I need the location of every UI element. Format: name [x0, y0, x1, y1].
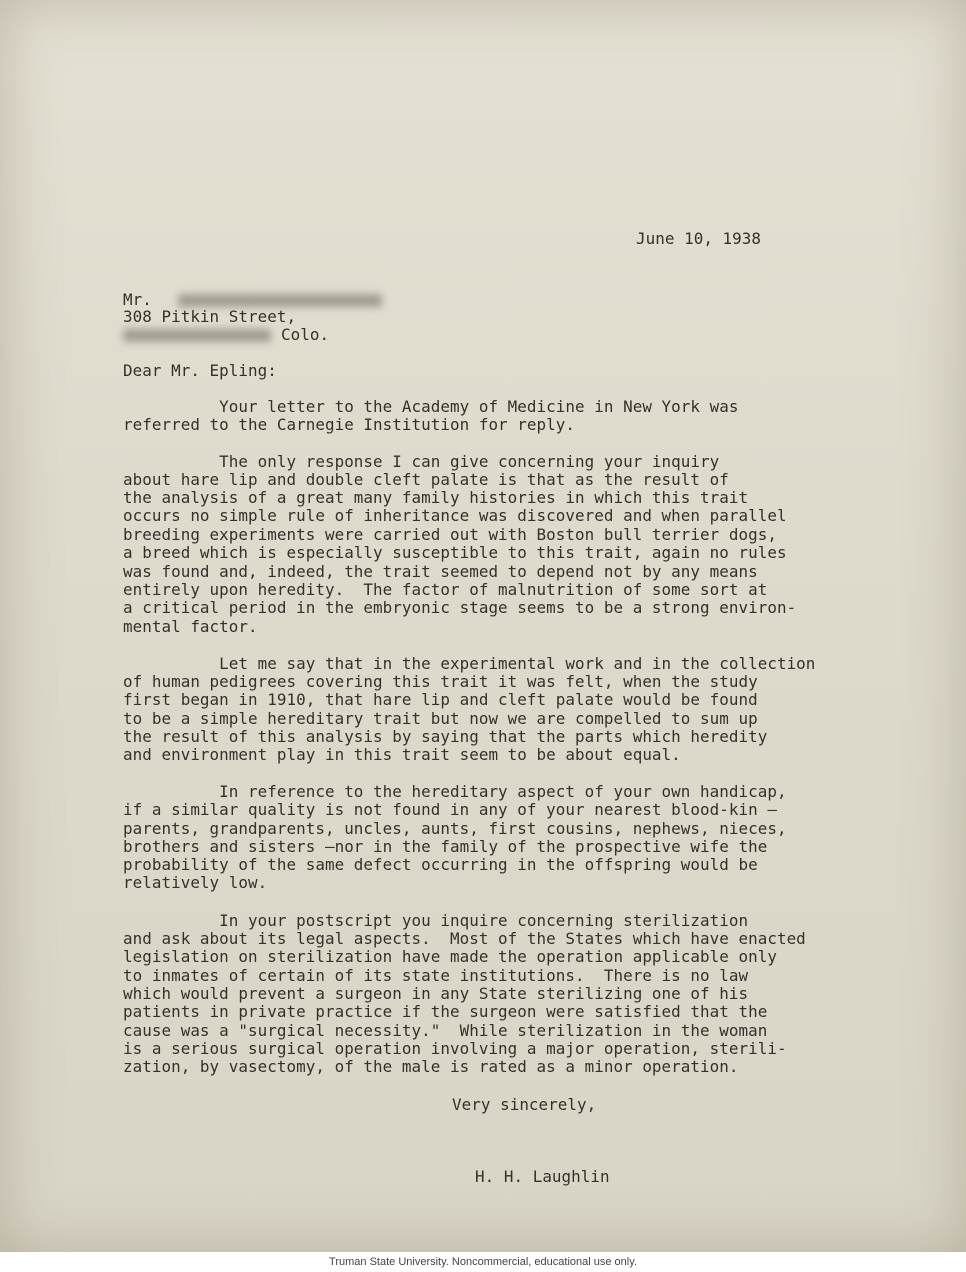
- address-prefix: Mr.: [123, 290, 152, 309]
- body-line: occurs no simple rule of inheritance was discovered and when parallel: [123, 506, 787, 525]
- body-line: about hare lip and double cleft palate is that as the result of: [123, 470, 729, 489]
- redacted-city: [123, 329, 271, 342]
- body-line: brothers and sisters —nor in the family of the prospective wife the: [123, 837, 768, 856]
- body-line: which would prevent a surgeon in any State sterilizing one of his: [123, 984, 749, 1003]
- body-line: and ask about its legal aspects. Most of the States which have enacted: [123, 929, 806, 948]
- body-line: a breed which is especially susceptible to this trait, again no rules: [123, 543, 787, 562]
- body-line: to inmates of certain of its state institutions. There is no law: [123, 966, 749, 985]
- body-line: The only response I can give concerning your inquiry: [123, 452, 720, 471]
- body-line: Let me say that in the experimental work and in the collection: [123, 654, 816, 673]
- body-line: is a serious surgical operation involving a major operation, sterili-: [123, 1039, 787, 1058]
- body-line: probability of the same defect occurring in the offspring would be: [123, 855, 758, 874]
- signature-name: H. H. Laughlin: [475, 1167, 610, 1186]
- body-line: legislation on sterilization have made the operation applicable only: [123, 947, 777, 966]
- body-line: first began in 1910, that hare lip and cleft palate would be found: [123, 690, 758, 709]
- body-line: was found and, indeed, the trait seemed to depend not by any means: [123, 562, 758, 581]
- body-line: if a similar quality is not found in any of your nearest blood-kin —: [123, 800, 777, 819]
- body-line: to be a simple hereditary trait but now we are compelled to sum up: [123, 709, 758, 728]
- address-state: Colo.: [281, 325, 330, 344]
- letter-date: June 10, 1938: [636, 229, 762, 248]
- body-line: zation, by vasectomy, of the male is rated as a minor operation.: [123, 1057, 739, 1076]
- body-line: the result of this analysis by saying that the parts which heredity: [123, 727, 768, 746]
- body-line: relatively low.: [123, 873, 268, 892]
- body-line: the analysis of a great many family histories in which this trait: [123, 488, 749, 507]
- body-line: Your letter to the Academy of Medicine in New York was: [123, 397, 739, 416]
- redacted-name: [178, 294, 382, 307]
- body-line: and environment play in this trait seem to be about equal.: [123, 745, 681, 764]
- address-street: 308 Pitkin Street,: [123, 307, 297, 326]
- body-line: a critical period in the embryonic stage seems to be a strong environ-: [123, 598, 797, 617]
- body-line: mental factor.: [123, 617, 258, 636]
- body-line: patients in private practice if the surgeon were satisfied that the: [123, 1002, 768, 1021]
- body-line: entirely upon heredity. The factor of malnutrition of some sort at: [123, 580, 768, 599]
- body-line: of human pedigrees covering this trait it was felt, when the study: [123, 672, 758, 691]
- address-city-line: [123, 326, 329, 344]
- body-line: cause was a "surgical necessity." While sterilization in the woman: [123, 1021, 768, 1040]
- archive-footer: Truman State University. Noncommercial, educational use only.: [329, 1256, 637, 1268]
- greeting: Dear Mr. Epling:: [123, 361, 277, 380]
- closing: Very sincerely,: [452, 1095, 597, 1114]
- body-line: breeding experiments were carried out with Boston bull terrier dogs,: [123, 525, 777, 544]
- body-line: referred to the Carnegie Institution for reply.: [123, 415, 575, 434]
- body-line: In reference to the hereditary aspect of your own handicap,: [123, 782, 787, 801]
- body-line: parents, grandparents, uncles, aunts, first cousins, nephews, nieces,: [123, 819, 787, 838]
- body-line: In your postscript you inquire concerning sterilization: [123, 911, 749, 930]
